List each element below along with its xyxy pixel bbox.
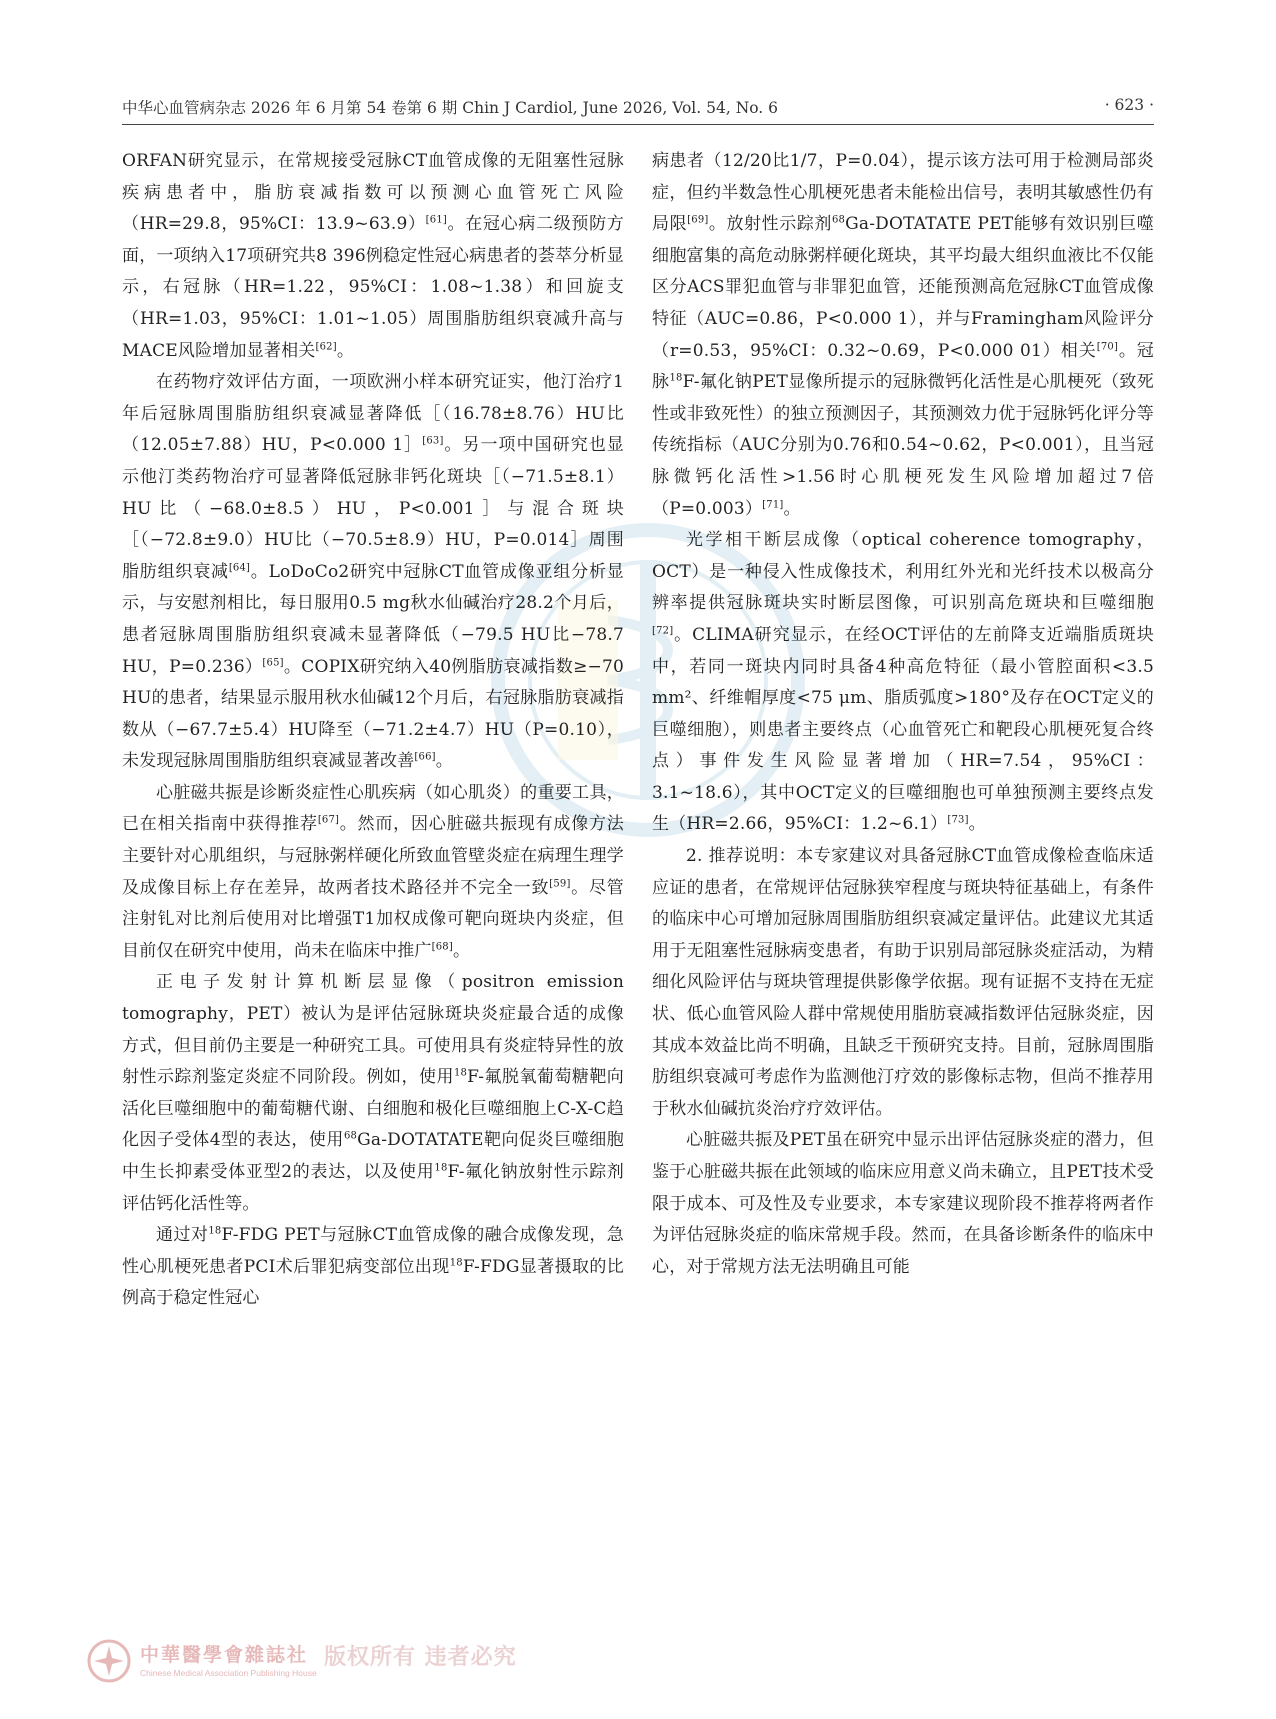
paragraph: 在药物疗效评估方面，一项欧洲小样本研究证实，他汀治疗1年后冠脉周围脂肪组织衰减显著降低［（16.78±8.76）HU比（12.05±7.88）HU，P<0.000 1］[63]。另一项中国研究也显示他汀类药物治疗可显著降低冠脉非钙化斑块［（−71.5±8.1）HU比（−68.0±8.5）HU，P<0.001］与混合斑块［（−72.8±9.0）HU比（−70.5±8.9）HU，P=0.014］周围脂肪组织衰减[64]。LoDoCo2研究中冠脉CT血管成像亚组分析显示，与安慰剂相比，每日服用0.5 mg秋水仙碱治疗28.2个月后，患者冠脉周围脂肪组织衰减未显著降低（−79.5 HU比−78.7 HU，P=0.236）[65]。COPIX研究纳入40例脂肪衰减指数≥−70 HU的患者，结果显示服用秋水仙碱12个月后，右冠脉脂肪衰减指数从（−67.7±5.4）HU降至（−71.2±4.7）HU（P=0.10），未发现冠脉周围脂肪组织衰减显著改善[66]。 [122, 372, 625, 772]
paragraph: 通过对$^{18}$F-FDG PET与冠脉CT血管成像的融合成像发现，急性心肌梗死患者PCI术后罪犯病变部位出现$^{18}$F-FDG显著摄取的比例高于稳定性冠心 [122, 1225, 624, 1309]
paragraph: 2. 推荐说明：本专家建议对具备冠脉CT血管成像检查临床适应证的患者，在常规评估冠脉狭窄程度与斑块特征基础上，有条件的临床中心可增加冠脉周围脂肪组织衰减定量评估。此建议尤其适用于无阻塞性冠脉病变患者，有助于识别局部冠脉炎症活动，为精细化风险评估与斑块管理提供影像学依据。现有证据不支持在无症状、低心血管风险人群中常规使用脂肪衰减指数评估冠脉炎症，因其成本效益比尚不明确，且缺乏干预研究支持。目前，冠脉周围脂肪组织衰减可考虑作为监测他汀疗效的影像标志物，但尚不推荐用于秋水仙碱抗炎治疗疗效评估。 [652, 846, 1154, 1119]
copyright-slogan: 版权所有 违者必究 [324, 1644, 517, 1670]
journal-citation: 中华心血管病杂志 2026 年 6 月第 54 卷第 6 期 Chin J Cardiol, June 2026, Vol. 54, No. 6 [122, 99, 779, 117]
header-rule [122, 124, 1154, 125]
publisher-name: 中華醫學會雜誌社 [140, 1644, 309, 1666]
left-column [122, 146, 624, 1315]
paragraph: 正电子发射计算机断层显像（positron emission tomography，PET）被认为是评估冠脉斑块炎症最合适的成像方式，但目前仍主要是一种研究工具。可使用具有炎症特异性的放射性示踪剂鉴定炎症不同阶段。例如，使用$^{18}$F-氟脱氧葡萄糖靶向活化巨噬细胞中的葡萄糖代谢、白细胞和极化巨噬细胞上C-X-C趋化因子受体4型的表达，使用$^{68}$Ga-DOTATATE靶向促炎巨噬细胞中生长抑素受体亚型2的表达，以及使用$^{18}$F-氟化钠放射性示踪剂评估钙化活性等。 [122, 972, 625, 1214]
publisher-footer [86, 1636, 646, 1696]
paragraph: 心脏磁共振及PET虽在研究中显示出评估冠脉炎症的潜力，但鉴于心脏磁共振在此领域的临床应用意义尚未确立，且PET技术受限于成本、可及性及专业要求，本专家建议现阶段不推荐将两者作为评估冠脉炎症的临床常规手段。然而，在具备诊断条件的临床中心，对于常规方法无法明确且可能 [652, 1130, 1154, 1277]
right-column [652, 146, 1154, 1283]
publisher-logo-icon [86, 1638, 132, 1684]
paragraph: ORFAN研究显示，在常规接受冠脉CT血管成像的无阻塞性冠脉疾病患者中，脂肪衰减指数可以预测心血管死亡风险（HR=29.8，95%CI：13.9~63.9）[61]。在冠心病二级预防方面，一项纳入17项研究共8 396例稳定性冠心病患者的荟萃分析显示，右冠脉（HR=1.22，95%CI：1.08~1.38）和回旋支（HR=1.03，95%CI：1.01~1.05）周围脂肪组织衰减升高与MACE风险增加显著相关[62]。 [122, 151, 624, 361]
paragraph: 心脏磁共振是诊断炎症性心肌疾病（如心肌炎）的重要工具，已在相关指南中获得推荐[67]。然而，因心脏磁共振现有成像方法主要针对心肌组织，与冠脉粥样硬化所致血管壁炎症在病理生理学及成像目标上存在差异，故两者技术路径并不完全一致[59]。尽管注射钆对比剂后使用对比增强T1加权成像可靶向斑块内炎症，但目前仅在研究中使用，尚未在临床中推广[68]。 [122, 782, 624, 961]
publisher-name-en: Chinese Medical Association Publishing House [140, 1668, 317, 1678]
running-header [122, 96, 1154, 126]
paragraph: 光学相干断层成像（optical coherence tomography，OCT）是一种侵入性成像技术，利用红外光和光纤技术以极高分辨率提供冠脉斑块实时断层图像，可识别高危斑块和巨噬细胞[72]。CLIMA研究显示，在经OCT评估的左前降支近端脂质斑块中，若同一斑块内同时具备4种高危特征（最小管腔面积<3.5 mm²、纤维帽厚度<75 μm、脂质弧度>180°及存在OCT定义的巨噬细胞），则患者主要终点（心血管死亡和靶段心肌梗死复合终点）事件发生风险显著增加（HR=7.54，95%CI：3.1~18.6），其中OCT定义的巨噬细胞也可单独预测主要终点发生（HR=2.66，95%CI：1.2~6.1）[73]。 [652, 530, 1154, 835]
paragraph: 病患者（12/20比1/7，P=0.04），提示该方法可用于检测局部炎症，但约半数急性心肌梗死患者未能检出信号，表明其敏感性仍有局限[69]。放射性示踪剂$^{68}$Ga-DOTATATE PET能够有效识别巨噬细胞富集的高危动脉粥样硬化斑块，其平均最大组织血液比不仅能区分ACS罪犯血管与非罪犯血管，还能预测高危冠脉CT血管成像特征（AUC=0.86，P<0.000 1），并与Framingham风险评分（r=0.53，95%CI：0.32~0.69，P<0.000 01）相关[70]。冠脉$^{18}$F-氟化钠PET显像所提示的冠脉微钙化活性是心肌梗死（致死性或非致死性）的独立预测因子，其预测效力优于冠脉钙化评分等传统指标（AUC分别为0.76和0.54~0.62，P<0.001），且当冠脉微钙化活性>1.56时心肌梗死发生风险增加超过7倍（P=0.003）[71]。 [652, 151, 1155, 519]
page-number: · 623 · [1104, 96, 1154, 114]
